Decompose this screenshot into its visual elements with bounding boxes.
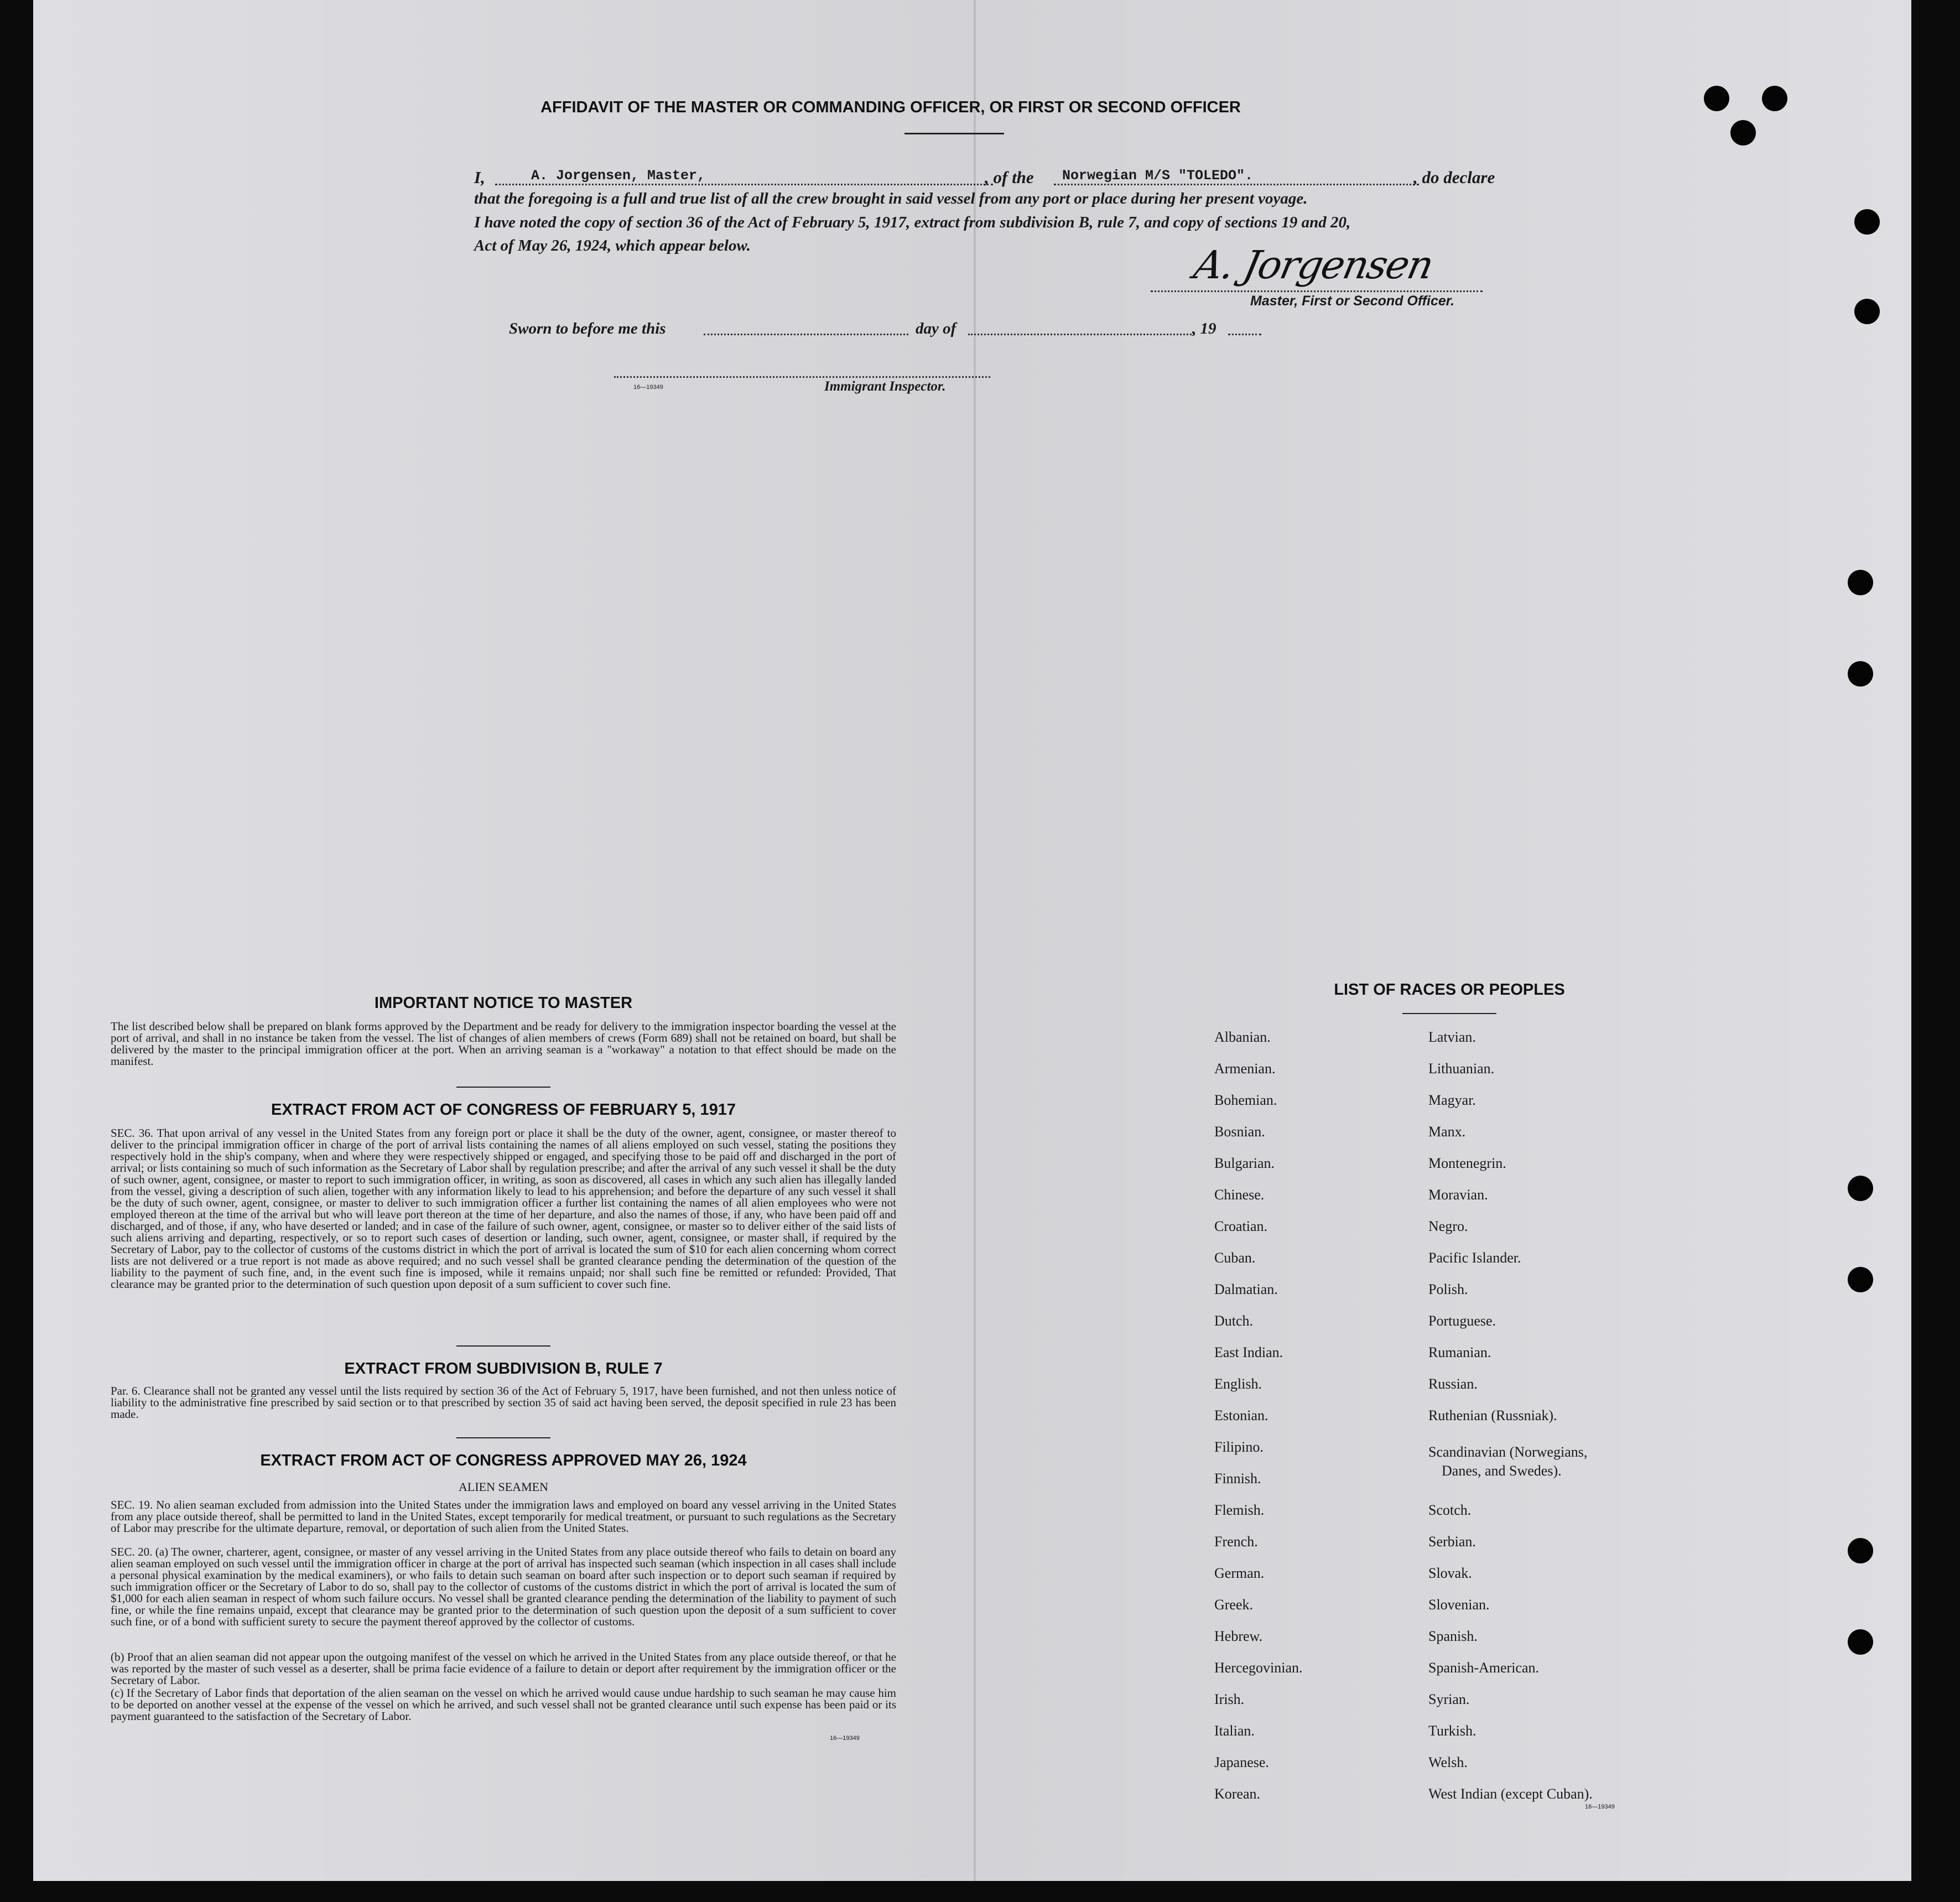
race-item: Slovenian.: [1428, 1597, 1490, 1613]
punch-hole: [1704, 86, 1729, 111]
rule7-divider: [456, 1437, 550, 1438]
race-item: Croatian.: [1214, 1218, 1268, 1234]
section-20c: (c) If the Secretary of Labor finds that deportation of the alien seaman on the vessel on which he arrived would cause undue hardship to such seaman he may cause him to be deported on another vessel at the expense of the vessel on which he arrived, and such vessel shall not be granted clearance until such expense has been paid or its payment guaranteed to the satisfaction of the Secretary of Labor.: [111, 1686, 896, 1723]
race-item: Dutch.: [1214, 1313, 1254, 1329]
punch-hole: [1730, 120, 1756, 145]
race-item: Moravian.: [1428, 1187, 1488, 1203]
race-item: Bosnian.: [1214, 1124, 1265, 1140]
title-underline: [904, 133, 1004, 134]
race-item: Estonian.: [1214, 1407, 1268, 1423]
notice-divider: [456, 1087, 550, 1088]
race-item: Montenegrin.: [1428, 1155, 1506, 1171]
extract-form-number: 16—19349: [830, 1735, 860, 1742]
affidavit-line-4: Act of May 26, 1924, which appear below.: [474, 237, 751, 254]
punch-hole: [1848, 1538, 1873, 1563]
vessel-name: Norwegian M/S "TOLEDO".: [1062, 168, 1254, 184]
section-20b: (b) Proof that an alien seaman did not appear upon the outgoing manifest of the vessel on which he arrived in the United States from any place outside thereof, or that he was reported by the master of such vessel as a deserter, shall be prima facie evidence of a failure to detain or deport after requirement by the immigration officer or the Secretary of Labor.: [111, 1650, 896, 1687]
races-form-number: 16—19349: [1585, 1804, 1615, 1810]
race-item: Filipino.: [1214, 1439, 1264, 1455]
punch-hole: [1848, 570, 1873, 595]
day-of-label: day of: [916, 320, 956, 337]
race-item: Negro.: [1428, 1218, 1468, 1234]
race-item: Armenian.: [1214, 1061, 1276, 1077]
of-the-label: , of the: [985, 168, 1034, 187]
year-label: , 19: [1192, 320, 1216, 337]
declarant-prefix: I,: [474, 168, 485, 187]
race-item: Pacific Islander.: [1428, 1250, 1521, 1266]
race-item: German.: [1214, 1565, 1265, 1581]
master-name: A. Jorgensen, Master,: [531, 168, 706, 184]
notice-title: IMPORTANT NOTICE TO MASTER: [374, 994, 633, 1012]
punch-hole: [1848, 661, 1873, 687]
rule7-body: Par. 6. Clearance shall not be granted any vessel until the lists required by section 36 of the Act of February 5, 1917, have been furnished, and not then unless notice of liability to the administrative fine prescribed by said section or to that prescribed by section 35 of said act having been served, the deposit specified in rule 23 has been made.: [111, 1384, 896, 1421]
sworn-day-line: [704, 323, 908, 335]
race-item: Albanian.: [1214, 1029, 1271, 1045]
race-item: Ruthenian (Russniak).: [1428, 1407, 1557, 1423]
punch-hole: [1854, 299, 1880, 324]
race-item: French.: [1214, 1534, 1258, 1550]
race-item: Spanish-American.: [1428, 1660, 1540, 1676]
sworn-label: Sworn to before me this: [509, 320, 666, 337]
race-item: Slovak.: [1428, 1565, 1472, 1581]
race-item: English.: [1214, 1376, 1262, 1392]
race-item: Irish.: [1214, 1691, 1245, 1707]
race-item: Polish.: [1428, 1281, 1468, 1297]
form-number: 16—19349: [633, 384, 663, 391]
punch-hole: [1854, 209, 1880, 235]
race-item: Dalmatian.: [1214, 1281, 1278, 1297]
extract-1917-divider: [456, 1345, 550, 1347]
signature: A. Jorgensen: [1190, 242, 1437, 288]
year-line: [1228, 323, 1261, 335]
extract-1917-title: EXTRACT FROM ACT OF CONGRESS OF FEBRUARY 5, 1917: [271, 1101, 736, 1119]
rule7-title: EXTRACT FROM SUBDIVISION B, RULE 7: [344, 1360, 663, 1378]
section-19: SEC. 19. No alien seaman excluded from admission into the United States under the immigration laws and employed on board any vessel arriving in the United States from any place outside thereof, shall be permitted to land in the United States, except temporarily for medical treatment, or pursuant to such regulations as the Secretary of Labor may prescribe for the ultimate departure, removal, or deportation of such alien from the United States.: [111, 1498, 896, 1535]
race-item: Syrian.: [1428, 1691, 1470, 1707]
race-item: Welsh.: [1428, 1754, 1468, 1770]
race-item: Latvian.: [1428, 1029, 1476, 1045]
race-item: Cuban.: [1214, 1250, 1256, 1266]
race-item: Japanese.: [1214, 1754, 1269, 1770]
affidavit-line-3: I have noted the copy of section 36 of the Act of February 5, 1917, extract from subdivision B, rule 7, and copy of sections 19 and 20,: [474, 214, 1351, 231]
race-item: Italian.: [1214, 1723, 1255, 1739]
extract-1924-subtitle: ALIEN SEAMEN: [459, 1480, 548, 1494]
race-item: Lithuanian.: [1428, 1061, 1495, 1077]
affidavit-line-2: that the foregoing is a full and true list of all the crew brought in said vessel from any port or place during her present voyage.: [474, 190, 1308, 207]
race-item: Greek.: [1214, 1597, 1254, 1613]
punch-hole: [1848, 1176, 1873, 1201]
race-item: Spanish.: [1428, 1628, 1478, 1644]
extract-1917-body: SEC. 36. That upon arrival of any vessel in the United States from any foreign port or place it shall be the duty of the owner, agent, consignee, or master thereof to deliver to the principal immigration officer in charge of the port of arrival lists containing the names of all aliens employed on such vessel, stating the positions they respectively hold in the ship's company, when and where they were respectively shipped or engaged, and specifying those to be paid off and discharged in the port of arrival; or lists containing so much of such information as the Secretary of Labor shall by regulation prescribe; and after the arrival of any such vessel it shall be the duty of such owner, agent, consignee, or master to report to such immigration officer, in writing, as soon as discovered, all cases in which any such alien has illegally landed from the vessel, giving a description of such alien, together with any information likely to lead to his apprehension; and before the departure of any such vessel it shall be the duty of such owner, agent, consignee, or master to deliver to such immigration officer a further list containing the names of all alien employees who were not employed thereon at the time of the arrival but who will leave port thereon at the time of her departure, and also the names of those, if any, who have been paid off and discharged, and of those, if any, who have deserted or landed; and in case of the failure of such owner, agent, consignee, or master so to deliver either of the said lists of such aliens arriving and departing, respectively, or so to report such cases of desertion or landing, such owner, agent, consignee, or master shall, if required by the Secretary of Labor, pay to the collector of customs of the customs district in which the port of arrival is located the sum of $10 for each alien concerning whom correct lists are not delivered or a true report is not made as above required; and no such vessel shall be granted clearance pending the determination of the question of the liability to the payment of such fine, and, in the event such fine is imposed, while it remains unpaid; nor shall such fine be remitted or refunded: Provided, That clearance may be granted prior to the determination of such question upon deposit of a sum sufficient to cover such fine.: [111, 1126, 896, 1291]
races-title: LIST OF RACES OR PEOPLES: [1334, 981, 1565, 999]
section-20a: SEC. 20. (a) The owner, charterer, agent, consignee, or master of any vessel arriving in the United States from any place outside thereof who fails to detain on board any alien seaman employed on such vessel until the immigration officer in charge at the port of arrival has inspected such seaman (which inspection in all cases shall include a personal physical examination by the medical examiners), or who fails to detain such seaman on board after such inspection or to deport such seaman if required by such immigration officer or the Secretary of Labor to do so, shall pay to the collector of customs of the customs district in which the port of arrival is located the sum of $1,000 for each alien seaman in respect of whom such failure occurs. No vessel shall be granted clearance pending the determination of the liability to payment of such fine, or while the fine remains unpaid, except that clearance may be granted prior to the determination of such question upon the deposit of a sum sufficient to cover such fine, or of a bond with sufficient surety to secure the payment thereof approved by the collector of customs.: [111, 1545, 896, 1628]
race-item: Bohemian.: [1214, 1092, 1277, 1108]
page-fold: [974, 0, 976, 1881]
races-underline: [1402, 1013, 1496, 1014]
race-item: West Indian (except Cuban).: [1428, 1786, 1593, 1802]
race-item: Bulgarian.: [1214, 1155, 1275, 1171]
race-item: Magyar.: [1428, 1092, 1476, 1108]
race-item: Portuguese.: [1428, 1313, 1496, 1329]
race-item: Serbian.: [1428, 1534, 1476, 1550]
race-item: Hebrew.: [1214, 1628, 1263, 1644]
race-item: Scotch.: [1428, 1502, 1472, 1518]
declare-label: , do declare: [1413, 168, 1495, 187]
race-item: Flemish.: [1214, 1502, 1265, 1518]
extract-1924-title: EXTRACT FROM ACT OF CONGRESS APPROVED MAY 26, 1924: [260, 1452, 747, 1469]
race-item: Korean.: [1214, 1786, 1261, 1802]
notice-body: The list described below shall be prepared on blank forms approved by the Department and be ready for delivery to the immigration inspector boarding the vessel at the port of arrival, and shall in no instance be taken from the vessel. The list of changes of alien members of crews (Form 689) shall not be retained on board, but shall be delivered by the master to the principal immigration officer at the port. When an arriving seaman is a "workaway" a notation to that effect should be made on the manifest.: [111, 1020, 896, 1068]
race-item: Manx.: [1428, 1124, 1466, 1140]
punch-hole: [1848, 1629, 1873, 1655]
signature-caption: Master, First or Second Officer.: [1250, 293, 1455, 309]
race-item: Rumanian.: [1428, 1344, 1491, 1360]
inspector-line: [614, 365, 990, 378]
race-item: Hercegovinian.: [1214, 1660, 1303, 1676]
inspector-caption: Immigrant Inspector.: [824, 379, 946, 394]
sworn-month-line: [968, 323, 1195, 335]
race-item: Danes, and Swedes).: [1442, 1463, 1562, 1479]
race-item: Turkish.: [1428, 1723, 1477, 1739]
punch-hole: [1762, 86, 1787, 111]
document-page: [33, 0, 1911, 1881]
affidavit-title: AFFIDAVIT OF THE MASTER OR COMMANDING OFFICER, OR FIRST OR SECOND OFFICER: [540, 98, 1241, 116]
race-item: Russian.: [1428, 1376, 1478, 1392]
race-item: Chinese.: [1214, 1187, 1265, 1203]
punch-hole: [1848, 1267, 1873, 1292]
race-item: East Indian.: [1214, 1344, 1283, 1360]
race-item: Finnish.: [1214, 1470, 1261, 1487]
race-item: Scandinavian (Norwegians,: [1428, 1444, 1588, 1460]
